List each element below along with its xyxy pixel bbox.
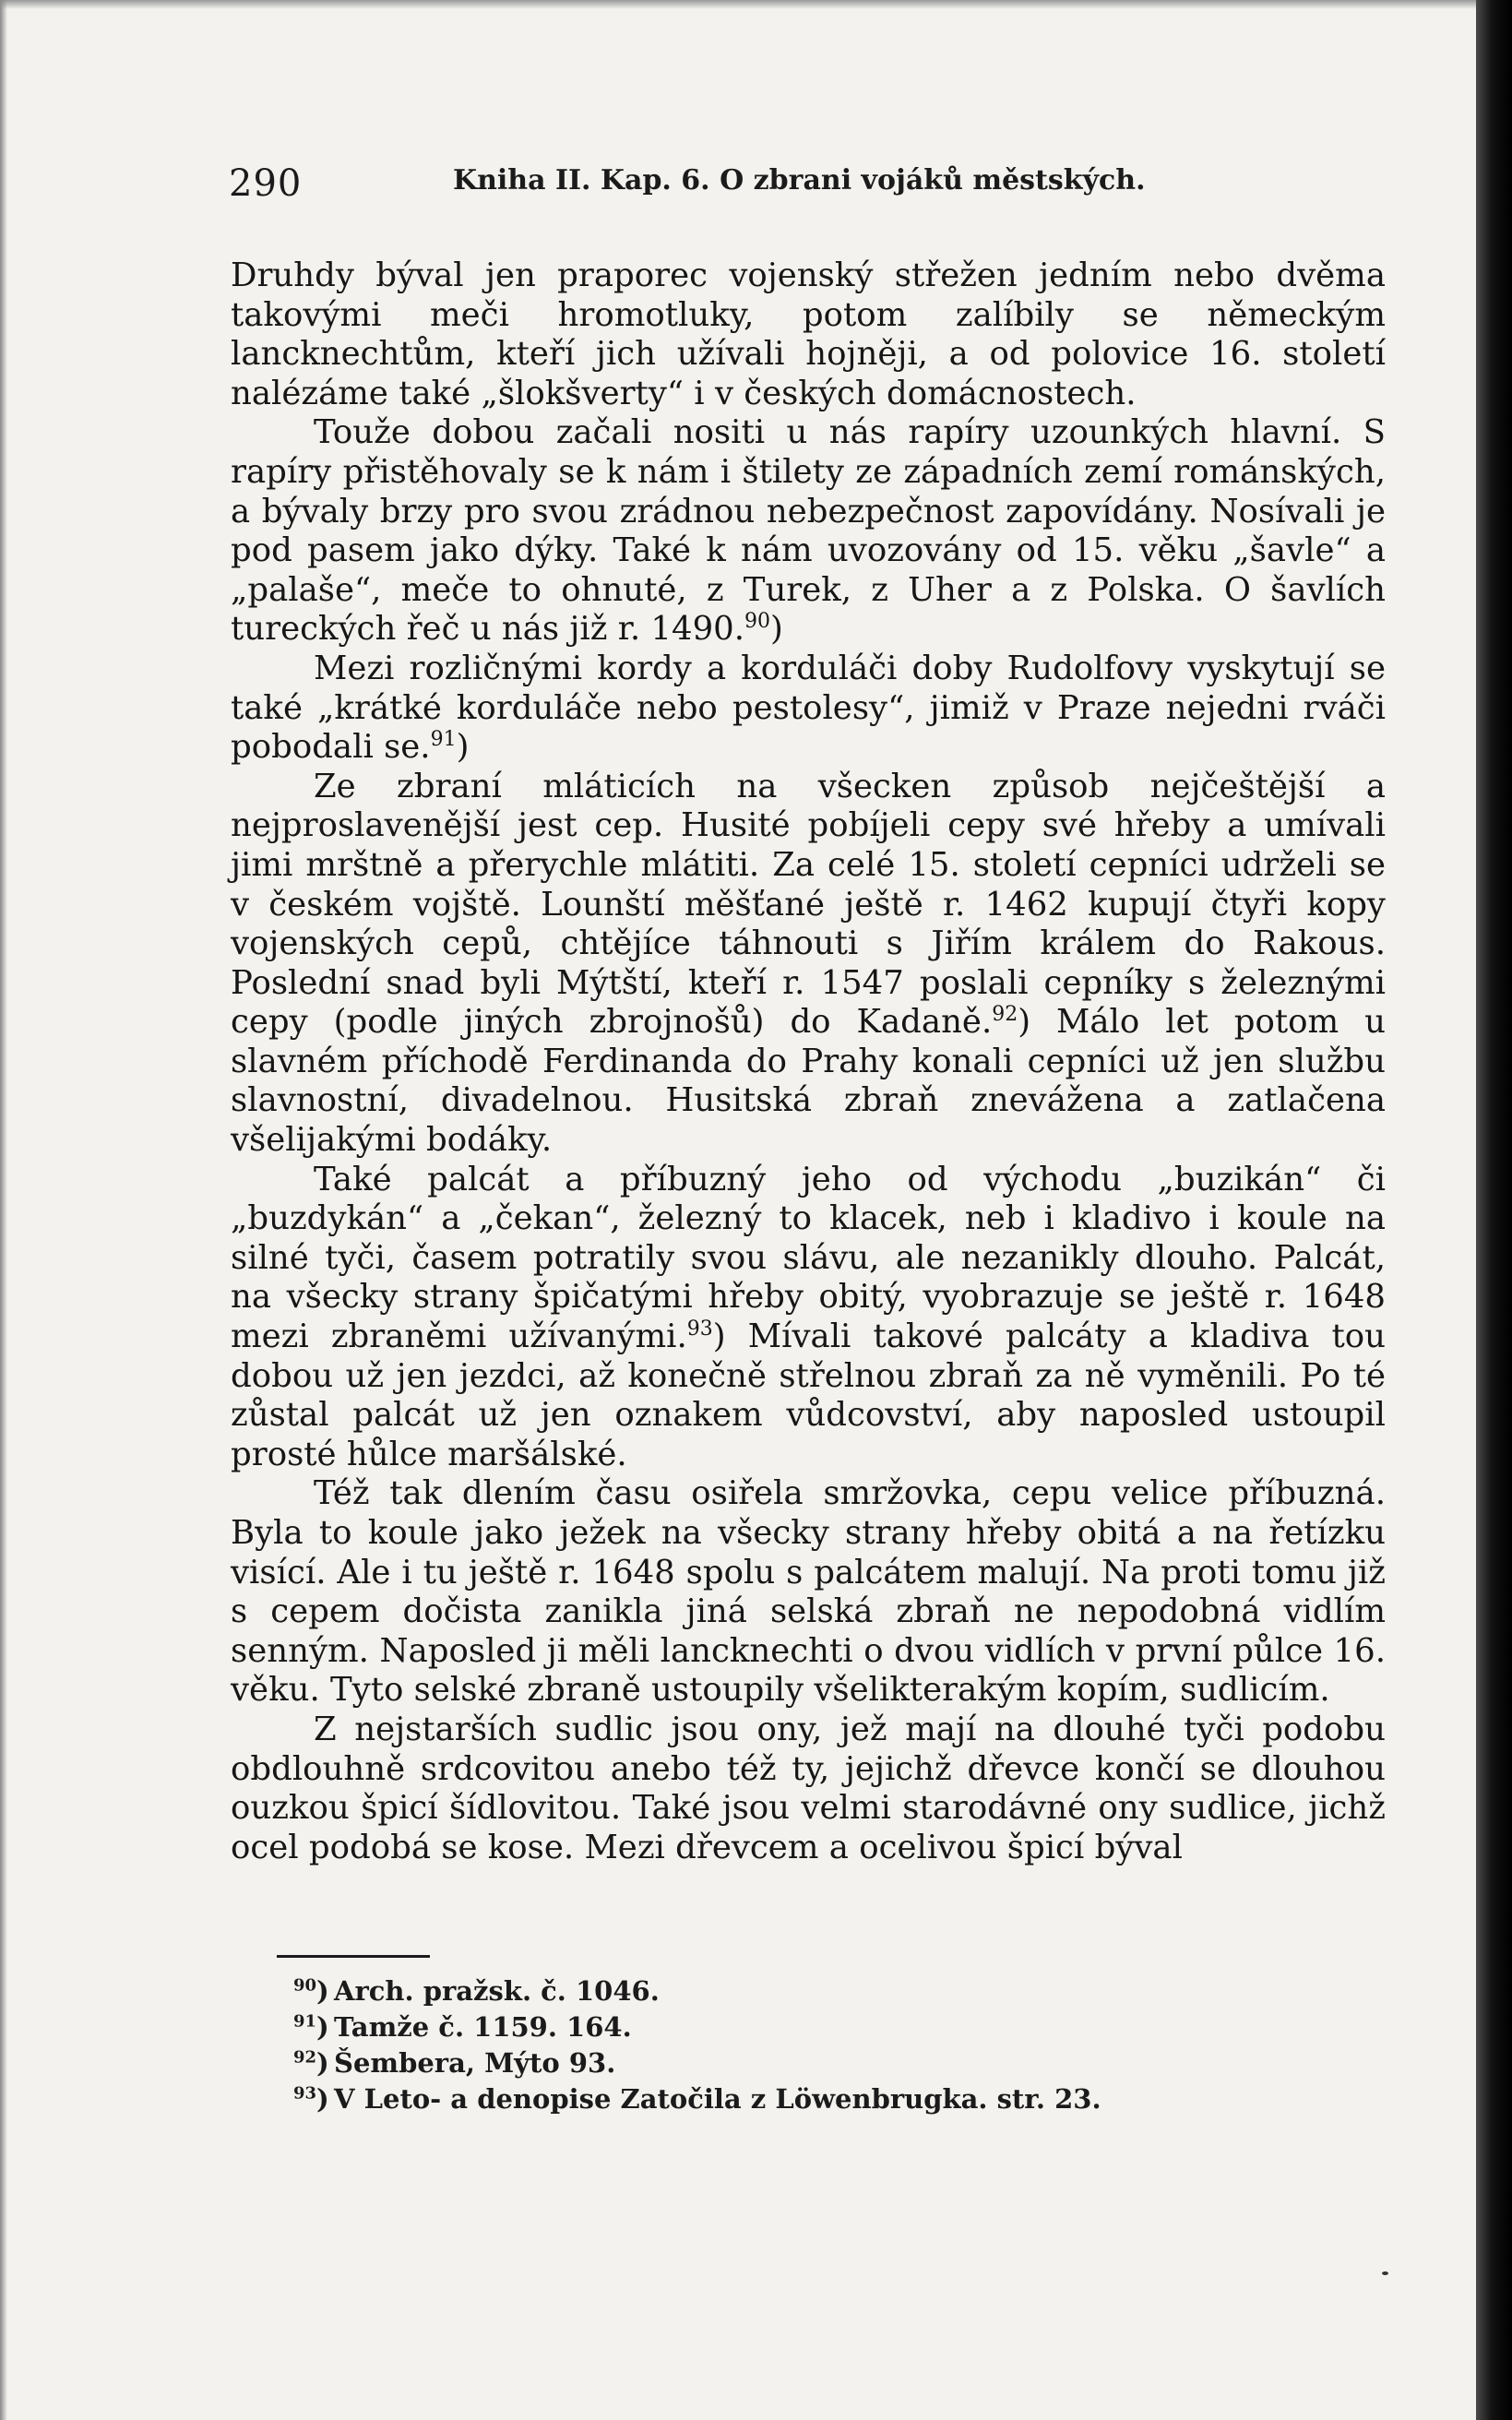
paragraph-text: Též tak dlením času osiřela smržovka, cepu velice příbuzná. Byla to koule jako ježek na všecky strany hřeby obitá a na řetízku visící. Ale i tu ještě r. 1648 spolu s palcátem malují. Na proti tomu již s cepem dočista zanikla jiná selská zbraň ne nepodobná vidlím senným. Naposled ji měli lancknechti o dvou vidlích v první půlce 16. věku. Tyto selské zbraně ustoupily všelikterakým kopím, sudlicím. xyxy=(231,1474,1386,1710)
paragraph xyxy=(231,1711,1386,1867)
paragraph-text: Ze zbraní mláticích na všecken způsob nejčeštější a nejproslavenější jest cep. Husité pobíjeli cepy své hřeby a umívali jimi mrštně a přerychle mlátiti. Za celé 15. století cepníci udrželi se v českém vojště. Lounští měšťané ještě r. 1462 kupují čtyři kopy vojenských cepů, chtějíce táhnouti s Jiřím králem do Rakous. Poslední snad byli Mýtští, kteří r. 1547 poslali cepníky s železnými cepy (podle jiných zbrojnošů) do Kadaně. xyxy=(231,767,1386,1042)
paragraph-text: Také palcát a příbuzný jeho od východu „buzikán“ či „buzdykán“ a „čekan“, železný to klacek, neb i kladivo i koule na silné tyči, časem potratily svou slávu, ale nezanikly dlouho. Palcát, na všecky strany špičatými hřeby obitý, vyobrazuje se ještě r. 1648 mezi zbraněmi užívanými. xyxy=(231,1160,1386,1356)
footnote-number: 90 xyxy=(293,1975,317,1996)
paragraph-text: ) xyxy=(456,728,470,767)
paragraph-text: ) Mívali takové palcáty a kladiva tou dobou už jen jezdci, až konečně střelnou zbraň za ně vyměnili. Po té zůstal palcát už jen oznakem vůdcovství, aby naposled ustoupil prosté hůlce maršálské. xyxy=(231,1317,1386,1473)
page-header xyxy=(229,157,1391,212)
footnote xyxy=(293,2045,1216,2081)
footnote-mark: $^{90}$) xyxy=(293,1975,329,2007)
paragraph xyxy=(231,256,1386,413)
footnote-text: V Leto- a denopise Zatočila z Löwenbrugka. str. 23. xyxy=(334,2083,1101,2115)
footnote-ref: 90 xyxy=(744,610,771,634)
footnote-ref: 93 xyxy=(686,1317,713,1341)
footnote-ref: 91 xyxy=(430,728,457,752)
footnote-number: 93 xyxy=(293,2083,317,2104)
footnote-text: Šembera, Mýto 93. xyxy=(334,2047,616,2079)
body-text xyxy=(231,256,1386,1867)
scan-edge-top xyxy=(0,0,1476,9)
paragraph-text: Druhdy býval jen praporec vojenský střežen jedním nebo dvěma takovými meči hromotluky, potom zalíbily se německým lancknechtům, kteří jich užívali hojněji, a od polovice 16. století nalézáme také „šlokšverty“ i v českých domácnostech. xyxy=(231,256,1386,412)
footnotes xyxy=(293,1973,1216,2117)
scan-edge-left xyxy=(0,0,7,2420)
footnote-number: 92 xyxy=(293,2047,317,2068)
footnote-number: 91 xyxy=(293,2011,317,2032)
running-head: Kniha II. Kap. 6. O zbrani vojáků městských. xyxy=(453,164,1146,197)
paragraph xyxy=(231,768,1386,1161)
paragraph xyxy=(231,413,1386,650)
footnote xyxy=(293,1973,1216,2009)
footnote-rule xyxy=(277,1955,430,1958)
footnote-mark: $^{92}$) xyxy=(293,2047,329,2079)
footnote-ref: 92 xyxy=(992,1003,1018,1027)
paragraph-text: Touže dobou začali nositi u nás rapíry uzounkých hlavní. S rapíry přistěhovaly se k nám i štilety ze západních zemí románských, a bývaly brzy pro svou zrádnou nebezpečnost zapovídány. Nosívali je pod pasem jako dýky. Také k nám uvozovány od 15. věku „šavle“ a „palaše“, meče to ohnuté, z Turek, z Uher a z Polska. O šavlích tureckých řeč u nás již r. 1490. xyxy=(231,413,1386,649)
scan-speck xyxy=(1382,2271,1388,2275)
paragraph xyxy=(231,1161,1386,1475)
footnote xyxy=(293,2081,1216,2117)
paragraph xyxy=(231,1474,1386,1711)
footnote xyxy=(293,2009,1216,2045)
paragraph-text: Mezi rozličnými kordy a korduláči doby Rudolfovy vyskytují se také „krátké korduláče nebo pestolesy“, jimiž v Praze nejedni rváči pobodali se. xyxy=(231,649,1386,767)
paragraph-text: ) Málo let potom u slavném příchodě Ferdinanda do Prahy konali cepníci už jen službu slavnostní, divadelnou. Husitská zbraň znevážena a zatlačena všelijakými bodáky. xyxy=(231,1003,1386,1160)
scan-edge-right xyxy=(1476,0,1512,2420)
paragraph xyxy=(231,650,1386,768)
paragraph-text: ) xyxy=(770,610,783,649)
footnote-text: Tamže č. 1159. 164. xyxy=(334,2011,632,2043)
paragraph-text: Z nejstarších sudlic jsou ony, jež mají na dlouhé tyči podobu obdlouhně srdcovitou anebo též ty, jejichž dřevce končí se dlouhou ouzkou špicí šídlovitou. Také jsou velmi starodávné ony sudlice, jichž ocel podobá se kose. Mezi dřevcem a ocelivou špicí býval xyxy=(231,1710,1386,1866)
footnote-mark: $^{93}$) xyxy=(293,2083,329,2115)
footnote-text: Arch. pražsk. č. 1046. xyxy=(334,1975,660,2007)
footnote-mark: $^{91}$) xyxy=(293,2011,329,2043)
page-number: 290 xyxy=(229,162,303,205)
